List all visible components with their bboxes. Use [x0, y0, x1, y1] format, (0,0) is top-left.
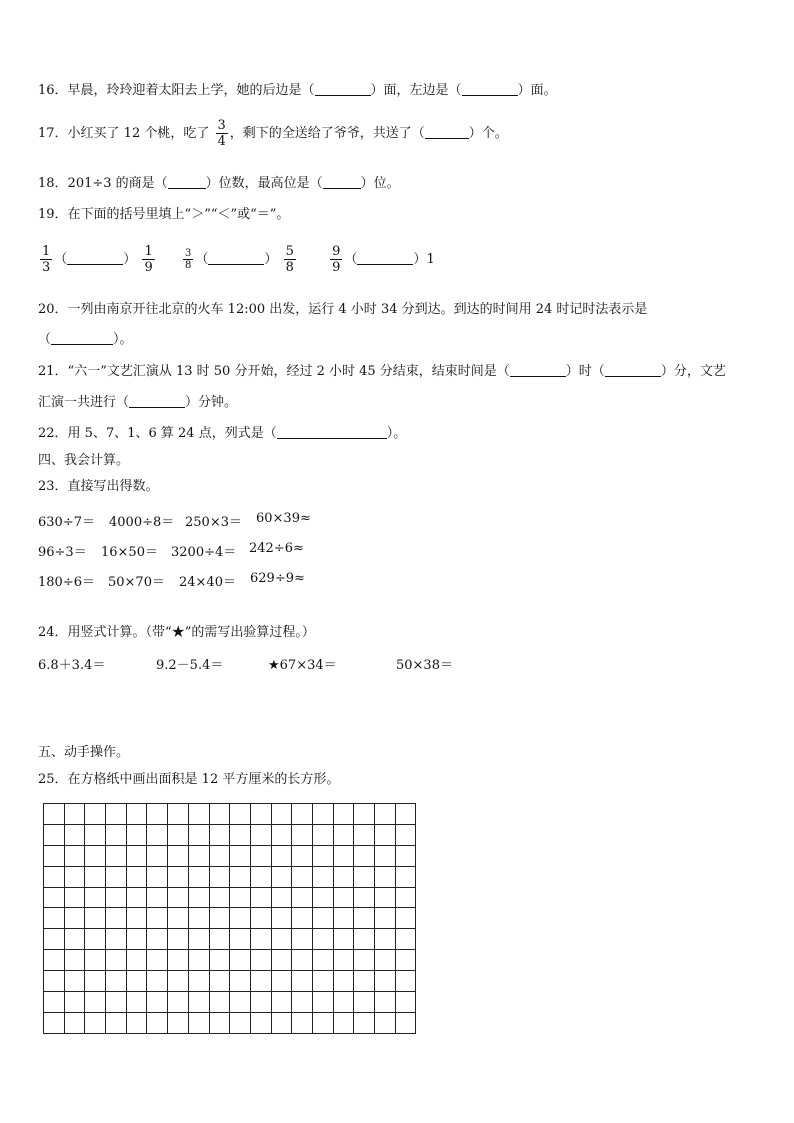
q19-item3-left-den: 9: [332, 260, 341, 275]
grid-cell[interactable]: [147, 867, 168, 888]
q21-text-b: ）时（: [565, 364, 605, 379]
grid-cell[interactable]: [210, 804, 231, 825]
grid-cell[interactable]: [292, 846, 313, 867]
q23-r2-c4: 242÷6≈: [249, 541, 304, 556]
grid-cell[interactable]: [189, 825, 210, 846]
grid-cell[interactable]: [168, 908, 189, 929]
q19-item1-paren-close: ）: [123, 252, 137, 267]
grid-cell[interactable]: [85, 867, 106, 888]
grid-cell[interactable]: [127, 888, 148, 909]
q19-item3-right-value: 1: [426, 252, 435, 267]
grid-cell[interactable]: [230, 1013, 251, 1034]
q23-r3-c2: 50×70＝: [108, 575, 165, 590]
q24-item-3: ★67×34＝: [268, 658, 337, 673]
grid-cell[interactable]: [251, 908, 272, 929]
q24-item-2: 9.2－5.4＝: [156, 658, 224, 673]
grid-cell[interactable]: [313, 992, 334, 1013]
q21-blank-3[interactable]: [129, 395, 185, 408]
grid-cell[interactable]: [65, 1013, 86, 1034]
grid-cell[interactable]: [127, 804, 148, 825]
grid-cell[interactable]: [251, 846, 272, 867]
question-24: [38, 624, 315, 642]
grid-cell[interactable]: [65, 867, 86, 888]
grid-cell[interactable]: [354, 950, 375, 971]
section-4-title: 四、我会计算。: [38, 453, 130, 468]
grid-cell[interactable]: [272, 971, 293, 992]
grid-cell[interactable]: [354, 825, 375, 846]
grid-cell[interactable]: [210, 888, 231, 909]
grid-cell[interactable]: [292, 1013, 313, 1034]
grid-cell[interactable]: [189, 867, 210, 888]
grid-cell[interactable]: [396, 1013, 417, 1034]
q19-compare-row: [38, 244, 435, 275]
grid-cell[interactable]: [189, 950, 210, 971]
q19-item2-left-den: 8: [185, 260, 192, 271]
grid-cell[interactable]: [396, 846, 417, 867]
grid-cell[interactable]: [375, 804, 396, 825]
grid-cell[interactable]: [65, 929, 86, 950]
q23-r1-c2: 4000÷8＝: [109, 515, 175, 530]
grid-cell[interactable]: [230, 929, 251, 950]
q17-frac-num: 3: [217, 118, 226, 133]
q23-r1-c1: 630÷7＝: [38, 515, 95, 530]
grid-cell[interactable]: [354, 929, 375, 950]
grid-cell[interactable]: [168, 929, 189, 950]
q19-item1-paren-open: （: [54, 252, 68, 267]
grid-cell[interactable]: [251, 971, 272, 992]
grid-cell[interactable]: [168, 1013, 189, 1034]
question-16: [38, 82, 557, 100]
grid-cell[interactable]: [230, 992, 251, 1013]
q19-item1-left-den: 3: [42, 260, 51, 275]
q17-text-c: ）个。: [468, 126, 508, 141]
grid-cell[interactable]: [272, 867, 293, 888]
grid-cell[interactable]: [106, 825, 127, 846]
grid-cell[interactable]: [313, 929, 334, 950]
grid-cell[interactable]: [85, 929, 106, 950]
grid-cell[interactable]: [106, 971, 127, 992]
grid-cell[interactable]: [230, 846, 251, 867]
grid-cell[interactable]: [396, 971, 417, 992]
q19-item1-right-num: 1: [144, 244, 153, 259]
grid-cell[interactable]: [375, 950, 396, 971]
grid-cell[interactable]: [313, 971, 334, 992]
grid-cell[interactable]: [292, 804, 313, 825]
grid-cell[interactable]: [251, 867, 272, 888]
grid-cell[interactable]: [313, 888, 334, 909]
grid-cell[interactable]: [168, 825, 189, 846]
grid-cell[interactable]: [334, 929, 355, 950]
question-20: [38, 301, 647, 319]
q20-text: 20．一列由南京开往北京的火车 12:00 出发，运行 4 小时 34 分到达。到达的时间用 24 时记时法表示是: [38, 302, 648, 317]
q19-item3-paren-close: ）: [413, 252, 427, 267]
grid-cell[interactable]: [375, 867, 396, 888]
question-25: [38, 771, 339, 789]
q16-text-a: 16．早晨，玲玲迎着太阳去上学，她的后边是（: [38, 83, 315, 98]
q20-paren-open: （: [38, 332, 52, 347]
grid-cell[interactable]: [127, 971, 148, 992]
q21-blank-1[interactable]: [510, 364, 566, 377]
grid-cell[interactable]: [334, 888, 355, 909]
grid-cell[interactable]: [334, 971, 355, 992]
grid-cell[interactable]: [85, 971, 106, 992]
q18-text-c: ）位。: [360, 176, 400, 191]
grid-cell[interactable]: [106, 992, 127, 1013]
grid-cell[interactable]: [85, 1013, 106, 1034]
grid-cell[interactable]: [230, 867, 251, 888]
grid-cell[interactable]: [85, 950, 106, 971]
grid-cell[interactable]: [396, 825, 417, 846]
grid-cell[interactable]: [44, 804, 65, 825]
grid-cell[interactable]: [85, 804, 106, 825]
grid-cell[interactable]: [375, 971, 396, 992]
grid-cell[interactable]: [396, 888, 417, 909]
grid-cell[interactable]: [251, 888, 272, 909]
grid-cell[interactable]: [44, 846, 65, 867]
grid-cell[interactable]: [85, 888, 106, 909]
grid-cell[interactable]: [272, 908, 293, 929]
grid-cell[interactable]: [85, 992, 106, 1013]
grid-cell[interactable]: [313, 908, 334, 929]
grid-cell[interactable]: [354, 846, 375, 867]
grid-cell[interactable]: [210, 846, 231, 867]
q18-blank-2[interactable]: [323, 176, 361, 189]
grid-cell[interactable]: [334, 992, 355, 1013]
grid-cell[interactable]: [65, 888, 86, 909]
grid-cell[interactable]: [44, 929, 65, 950]
grid-cell[interactable]: [106, 867, 127, 888]
grid-cell[interactable]: [210, 1013, 231, 1034]
grid-cell[interactable]: [334, 1013, 355, 1034]
grid-cell[interactable]: [230, 825, 251, 846]
grid-cell[interactable]: [396, 804, 417, 825]
grid-cell[interactable]: [168, 888, 189, 909]
grid-cell[interactable]: [292, 867, 313, 888]
question-21-line2: [38, 394, 237, 412]
grid-cell[interactable]: [65, 992, 86, 1013]
grid-cell[interactable]: [85, 846, 106, 867]
q20-blank[interactable]: [51, 332, 113, 345]
grid-cell[interactable]: [44, 825, 65, 846]
grid-cell[interactable]: [375, 888, 396, 909]
grid-cell[interactable]: [106, 950, 127, 971]
grid-cell[interactable]: [127, 992, 148, 1013]
q21-blank-2[interactable]: [605, 364, 661, 377]
grid-cell[interactable]: [106, 908, 127, 929]
grid-cell[interactable]: [168, 846, 189, 867]
grid-cell[interactable]: [189, 992, 210, 1013]
grid-cell[interactable]: [127, 908, 148, 929]
grid-cell[interactable]: [210, 929, 231, 950]
q19-item2-paren-open: （: [195, 252, 209, 267]
grid-cell[interactable]: [272, 950, 293, 971]
grid-cell[interactable]: [127, 1013, 148, 1034]
grid-cell[interactable]: [127, 825, 148, 846]
q19-item3-paren-open: （: [344, 252, 358, 267]
q20-paren-close: ）。: [113, 332, 133, 347]
grid-cell[interactable]: [292, 929, 313, 950]
question-19: [38, 206, 289, 224]
q23-r3-c3: 24×40＝: [179, 575, 236, 590]
q19-item3-left-num: 9: [332, 244, 341, 259]
grid-cell[interactable]: [272, 1013, 293, 1034]
q19-item2-right-frac: [284, 244, 296, 275]
grid-cell[interactable]: [313, 825, 334, 846]
grid-cell[interactable]: [44, 1013, 65, 1034]
grid-cell[interactable]: [127, 950, 148, 971]
grid-cell[interactable]: [272, 804, 293, 825]
q21-text-a: 21．“六一”文艺汇演从 13 时 50 分开始，经过 2 小时 45 分结束，结束时间是（: [38, 364, 510, 379]
grid-cell[interactable]: [292, 971, 313, 992]
q18-text-a: 18．201÷3 的商是（: [38, 176, 168, 191]
grid-cell[interactable]: [189, 971, 210, 992]
grid-cell[interactable]: [313, 1013, 334, 1034]
grid-cell[interactable]: [168, 971, 189, 992]
q17-text-a: 17．小红买了 12 个桃，吃了: [38, 126, 210, 141]
q24-item-4: 50×38＝: [396, 658, 453, 673]
grid-cell[interactable]: [127, 929, 148, 950]
q19-item2-paren-close: ）: [264, 252, 278, 267]
q19-item2-right-num: 5: [285, 244, 294, 259]
grid-cell[interactable]: [230, 908, 251, 929]
q23-r3-c4: 629÷9≈: [250, 571, 305, 586]
grid-cell[interactable]: [313, 846, 334, 867]
grid-cell[interactable]: [354, 1013, 375, 1034]
grid-cell[interactable]: [210, 867, 231, 888]
grid-cell[interactable]: [251, 804, 272, 825]
grid-cell[interactable]: [65, 908, 86, 929]
grid-cell[interactable]: [396, 867, 417, 888]
question-20-answer: [38, 331, 133, 349]
grid-cell[interactable]: [334, 825, 355, 846]
grid-cell[interactable]: [168, 950, 189, 971]
q24-text: 24．用竖式计算。（带“★”的需写出验算过程。）: [38, 625, 315, 640]
grid-cell[interactable]: [251, 825, 272, 846]
grid-cell[interactable]: [375, 846, 396, 867]
grid-cell[interactable]: [313, 950, 334, 971]
q23-r2-c2: 16×50＝: [101, 545, 158, 560]
q23-r2-c3: 3200÷4＝: [171, 545, 237, 560]
q23-r1-c3: 250×3＝: [185, 515, 242, 530]
grid-cell[interactable]: [210, 971, 231, 992]
q22-text-b: ）。: [386, 426, 407, 441]
grid-cell[interactable]: [334, 804, 355, 825]
graph-paper-grid[interactable]: [43, 803, 416, 1034]
grid-cell[interactable]: [65, 846, 86, 867]
grid-cell[interactable]: [272, 846, 293, 867]
grid-cell[interactable]: [106, 888, 127, 909]
grid-cell[interactable]: [147, 992, 168, 1013]
grid-cell[interactable]: [189, 804, 210, 825]
grid-cell[interactable]: [230, 950, 251, 971]
grid-cell[interactable]: [189, 908, 210, 929]
grid-cell[interactable]: [354, 971, 375, 992]
q16-blank-2[interactable]: [462, 83, 518, 96]
q17-text-b: ，剩下的全送给了爷爷，共送了（: [229, 126, 425, 141]
q21-text-d: 汇演一共进行（: [38, 395, 130, 410]
q17-fraction: [216, 118, 228, 149]
grid-cell[interactable]: [147, 888, 168, 909]
grid-cell[interactable]: [147, 804, 168, 825]
grid-cell[interactable]: [334, 950, 355, 971]
q19-item1-left-num: 1: [42, 244, 51, 259]
q25-text: 25．在方格纸中画出面积是 12 平方厘米的长方形。: [38, 772, 340, 787]
grid-cell[interactable]: [354, 804, 375, 825]
q23-r3-c1: 180÷6＝: [38, 575, 95, 590]
grid-cell[interactable]: [65, 950, 86, 971]
grid-cell[interactable]: [251, 950, 272, 971]
grid-cell[interactable]: [147, 929, 168, 950]
grid-cell[interactable]: [44, 971, 65, 992]
grid-cell[interactable]: [189, 929, 210, 950]
grid-cell[interactable]: [189, 1013, 210, 1034]
grid-cell[interactable]: [44, 992, 65, 1013]
q18-text-b: ）位数，最高位是（: [205, 176, 323, 191]
section-5-heading: [38, 744, 129, 762]
q17-blank[interactable]: [425, 126, 469, 139]
question-23: [38, 478, 159, 496]
q16-text-b: ）面，左边是（: [370, 83, 462, 98]
grid-cell[interactable]: [375, 825, 396, 846]
question-18: [38, 175, 400, 193]
grid-cell[interactable]: [375, 992, 396, 1013]
grid-cell[interactable]: [168, 992, 189, 1013]
grid-cell[interactable]: [230, 971, 251, 992]
q19-item1-blank[interactable]: [67, 252, 123, 265]
grid-cell[interactable]: [354, 992, 375, 1013]
q18-blank-1[interactable]: [168, 176, 206, 189]
grid-cell[interactable]: [334, 908, 355, 929]
question-17: [38, 118, 508, 149]
q17-frac-den: 4: [217, 134, 226, 149]
grid-cell[interactable]: [251, 1013, 272, 1034]
q19-item2-blank[interactable]: [208, 252, 264, 265]
grid-cell[interactable]: [210, 825, 231, 846]
grid-cell[interactable]: [106, 846, 127, 867]
grid-cell[interactable]: [334, 867, 355, 888]
q19-item3-blank[interactable]: [357, 252, 413, 265]
grid-cell[interactable]: [65, 971, 86, 992]
grid-cell[interactable]: [272, 825, 293, 846]
grid-cell[interactable]: [230, 888, 251, 909]
grid-cell[interactable]: [230, 804, 251, 825]
grid-cell[interactable]: [85, 908, 106, 929]
grid-cell[interactable]: [147, 825, 168, 846]
grid-cell[interactable]: [210, 992, 231, 1013]
grid-cell[interactable]: [147, 846, 168, 867]
grid-cell[interactable]: [292, 825, 313, 846]
q19-text: 19．在下面的括号里填上“＞”“＜”或“＝”。: [38, 207, 290, 222]
grid-cell[interactable]: [375, 929, 396, 950]
grid-cell[interactable]: [354, 908, 375, 929]
section-5-title: 五、动手操作。: [38, 745, 130, 760]
question-22: [38, 425, 406, 443]
grid-cell[interactable]: [375, 908, 396, 929]
q19-item2-left-frac: [183, 248, 193, 271]
q19-item2-left-num: 3: [185, 248, 192, 259]
grid-cell[interactable]: [168, 867, 189, 888]
grid-cell[interactable]: [189, 846, 210, 867]
grid-cell[interactable]: [106, 1013, 127, 1034]
grid-cell[interactable]: [292, 950, 313, 971]
grid-cell[interactable]: [85, 825, 106, 846]
grid-cell[interactable]: [44, 908, 65, 929]
q23-text: 23．直接写出得数。: [38, 479, 159, 494]
grid-cell[interactable]: [251, 929, 272, 950]
q22-blank[interactable]: [277, 426, 387, 439]
grid-cell[interactable]: [251, 992, 272, 1013]
grid-cell[interactable]: [375, 1013, 396, 1034]
grid-cell[interactable]: [127, 846, 148, 867]
grid-cell[interactable]: [272, 929, 293, 950]
grid-cell[interactable]: [210, 908, 231, 929]
grid-cell[interactable]: [44, 867, 65, 888]
q19-item1-left-frac: [40, 244, 52, 275]
grid-cell[interactable]: [354, 867, 375, 888]
grid-cell[interactable]: [147, 908, 168, 929]
grid-cell[interactable]: [65, 825, 86, 846]
grid-cell[interactable]: [106, 804, 127, 825]
q19-item1-right-frac: [142, 244, 154, 275]
grid-cell[interactable]: [44, 888, 65, 909]
grid-cells[interactable]: [43, 803, 416, 1034]
grid-cell[interactable]: [106, 929, 127, 950]
q24-item-1: 6.8＋3.4＝: [38, 658, 106, 673]
q22-text-a: 22．用 5、7、1、6 算 24 点，列式是（: [38, 426, 277, 441]
q23-r1-c4: 60×39≈: [256, 511, 311, 526]
grid-cell[interactable]: [272, 888, 293, 909]
grid-cell[interactable]: [396, 908, 417, 929]
grid-cell[interactable]: [147, 971, 168, 992]
grid-cell[interactable]: [127, 867, 148, 888]
grid-cell[interactable]: [313, 867, 334, 888]
grid-cell[interactable]: [147, 1013, 168, 1034]
question-21: [38, 363, 726, 381]
grid-cell[interactable]: [354, 888, 375, 909]
grid-cell[interactable]: [292, 888, 313, 909]
grid-cell[interactable]: [189, 888, 210, 909]
grid-cell[interactable]: [168, 804, 189, 825]
grid-cell[interactable]: [44, 950, 65, 971]
grid-cell[interactable]: [292, 908, 313, 929]
q19-item3-left-frac: [330, 244, 342, 275]
grid-cell[interactable]: [334, 846, 355, 867]
section-4-heading: [38, 452, 129, 470]
grid-cell[interactable]: [292, 992, 313, 1013]
grid-cell[interactable]: [396, 992, 417, 1013]
grid-cell[interactable]: [313, 804, 334, 825]
grid-cell[interactable]: [147, 950, 168, 971]
grid-cell[interactable]: [396, 929, 417, 950]
q19-item1-right-den: 9: [144, 260, 153, 275]
grid-cell[interactable]: [396, 950, 417, 971]
q16-blank-1[interactable]: [315, 83, 371, 96]
q21-text-e: ）分钟。: [185, 395, 238, 410]
q21-text-c: ）分，文艺: [660, 364, 726, 379]
grid-cell[interactable]: [272, 992, 293, 1013]
q16-text-c: ）面。: [517, 83, 557, 98]
grid-cell[interactable]: [65, 804, 86, 825]
q23-r2-c1: 96÷3＝: [38, 545, 87, 560]
q19-item2-right-den: 8: [285, 260, 294, 275]
grid-cell[interactable]: [210, 950, 231, 971]
